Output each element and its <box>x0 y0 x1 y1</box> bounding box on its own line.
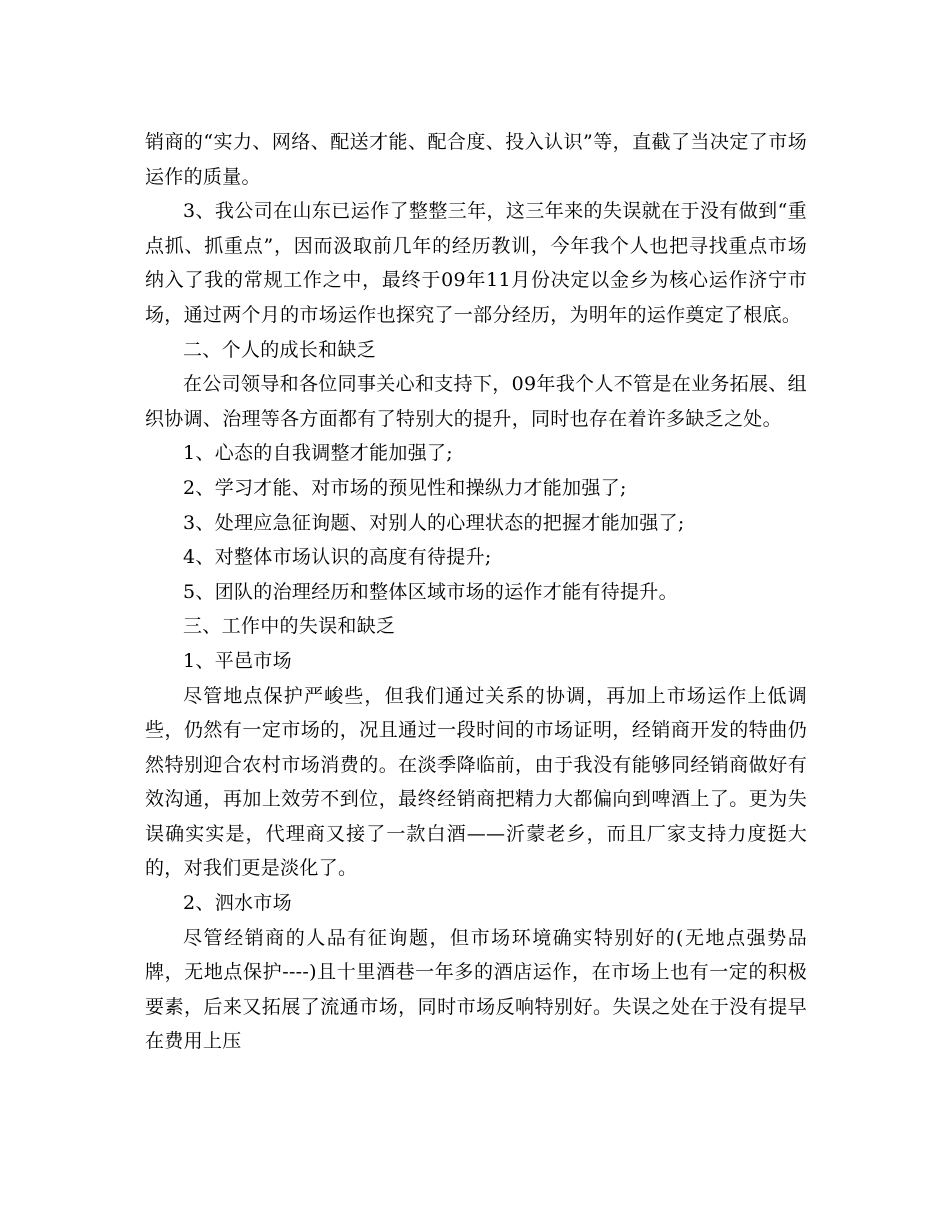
list-item: 3、处理应急征询题、对别人的心理状态的把握才能加强了; <box>183 511 685 534</box>
section-heading-personal-growth: 二、个人的成长和缺乏 <box>183 338 377 361</box>
section-heading-mistakes: 三、工作中的失误和缺乏 <box>183 615 396 638</box>
subheading-sishui-market: 2、泗水市场 <box>183 892 292 915</box>
paragraph-sishui-market: 尽管经销商的人品有征询题，但市场环境确实特别好的(无地点强势品牌，无地点保护----)且十里酒巷一年多的酒店运作，在市场上也有一定的积极要素，后来又拓展了流通市场，同时市场反响特别好。失误之处在于没有提早在费用上压 <box>145 926 807 1053</box>
paragraph-pingyi-market: 尽管地点保护严峻些，但我们通过关系的协调，再加上市场运作上低调些，仍然有一定市场的，况且通过一段时间的市场证明，经销商开发的特曲仍然特别迎合农村市场消费的。在淡季降临前，由于我没有能够同经销商做好有效沟通，再加上效劳不到位，最终经销商把精力大都偏向到啤酒上了。更为失误确实实是，代理商又接了一款白酒——沂蒙老乡，而且厂家支持力度挺大的，对我们更是淡化了。 <box>145 684 807 880</box>
list-item: 5、团队的治理经历和整体区域市场的运作才能有待提升。 <box>183 580 678 603</box>
paragraph-item-3-key-markets: 3、我公司在山东已运作了整整三年，这三年来的失误就在于没有做到“重点抓、抓重点”，因而汲取前几年的经历教训，今年我个人也把寻找重点市场纳入了我的常规工作之中，最终于09年11月份决定以金乡为核心运作济宁市场，通过两个月的市场运作也探究了一部分经历，为明年的运作奠定了根底。 <box>145 200 807 326</box>
paragraph-personal-summary: 在公司领导和各位同事关心和支持下，09年我个人不管是在业务拓展、组织协调、治理等各方面都有了特别大的提升，同时也存在着许多缺乏之处。 <box>145 373 807 430</box>
document-body <box>145 125 807 1059</box>
list-item: 1、心态的自我调整才能加强了; <box>183 442 453 465</box>
subheading-pingyi-market: 1、平邑市场 <box>183 649 292 672</box>
list-item: 2、学习才能、对市场的预见性和操纵力才能加强了; <box>183 476 627 499</box>
list-item: 4、对整体市场认识的高度有待提升; <box>183 546 492 569</box>
paragraph-continuation: 销商的“实力、网络、配送才能、配合度、投入认识”等，直截了当决定了市场运作的质量。 <box>145 131 807 188</box>
